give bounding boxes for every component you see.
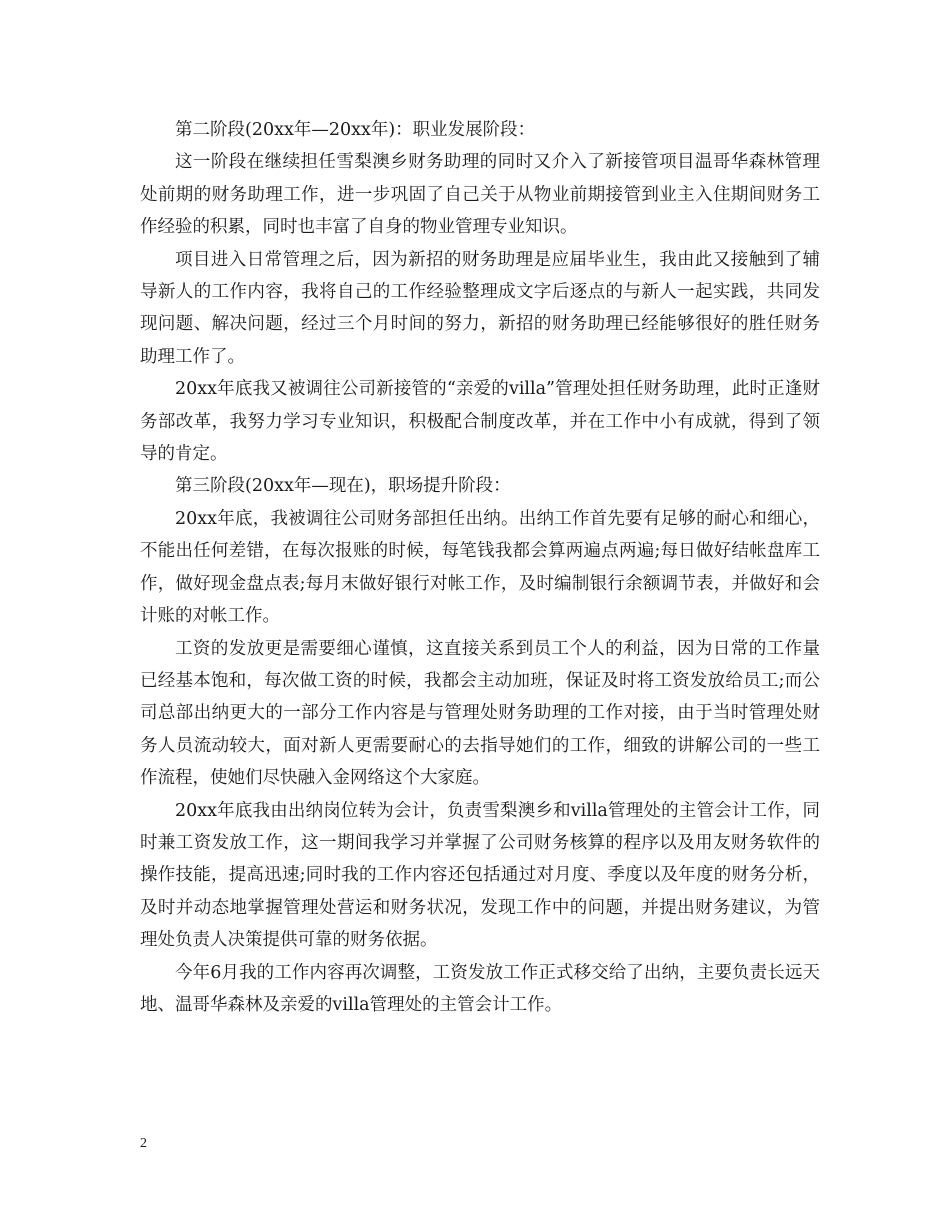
paragraph: 今年6月我的工作内容再次调整，工资发放工作正式移交给了出纳，主要负责长远天地、温哥华森林及亲爱的villa管理处的主管会计工作。 (140, 962, 820, 1015)
paragraph: 工资的发放更是需要细心谨慎，这直接关系到员工个人的利益，因为日常的工作量已经基本饱和，每次做工资的时候，我都会主动加班，保证及时将工资发放给员工;而公司总部出纳更大的一部分工作内容是与管理处财务助理的工作对接，由于当时管理处财务人员流动较大，面对新人更需要耐心的去指导她们的工作，细致的讲解公司的一些工作流程，使她们尽快融入金网络这个大家庭。 (140, 638, 820, 789)
page-number: 2 (140, 1136, 147, 1151)
paragraph: 20xx年底我由出纳岗位转为会计，负责雪梨澳乡和villa管理处的主管会计工作，同时兼工资发放工作，这一期间我学习并掌握了公司财务核算的程序以及用友财务软件的操作技能，提高迅速;同时我的工作内容还包括通过对月度、季度以及年度的财务分析，及时并动态地掌握管理处营运和财务状况，发现工作中的问题，并提出财务建议，为管理处负责人决策提供可靠的财务依据。 (140, 800, 820, 951)
paragraph: 项目进入日常管理之后，因为新招的财务助理是应届毕业生，我由此又接触到了辅导新人的工作内容，我将自己的工作经验整理成文字后逐点的与新人一起实践，共同发现问题、解决问题，经过三个月时间的努力，新招的财务助理已经能够很好的胜任财务助理工作了。 (140, 249, 820, 367)
document-body (140, 114, 820, 1021)
paragraph-stage-two-heading: 第二阶段(20xx年—20xx年)：职业发展阶段： (175, 120, 536, 140)
paragraph-stage-three-heading: 第三阶段(20xx年—现在)，职场提升阶段： (175, 476, 511, 497)
paragraph: 这一阶段在继续担任雪梨澳乡财务助理的同时又介入了新接管项目温哥华森林管理处前期的财务助理工作，进一步巩固了自己关于从物业前期接管到业主入住期间财务工作经验的积累，同时也丰富了自身的物业管理专业知识。 (140, 152, 820, 238)
paragraph: 20xx年底，我被调往公司财务部担任出纳。出纳工作首先要有足够的耐心和细心，不能出任何差错，在每次报账的时候，每笔钱我都会算两遍点两遍;每日做好结帐盘库工作，做好现金盘点表;每月末做好银行对帐工作，及时编制银行余额调节表，并做好和会计账的对帐工作。 (140, 508, 820, 627)
paragraph: 20xx年底我又被调往公司新接管的“亲爱的villa”管理处担任财务助理，此时正逢财务部改革，我努力学习专业知识，积极配合制度改革，并在工作中小有成就，得到了领导的肯定。 (140, 379, 820, 465)
